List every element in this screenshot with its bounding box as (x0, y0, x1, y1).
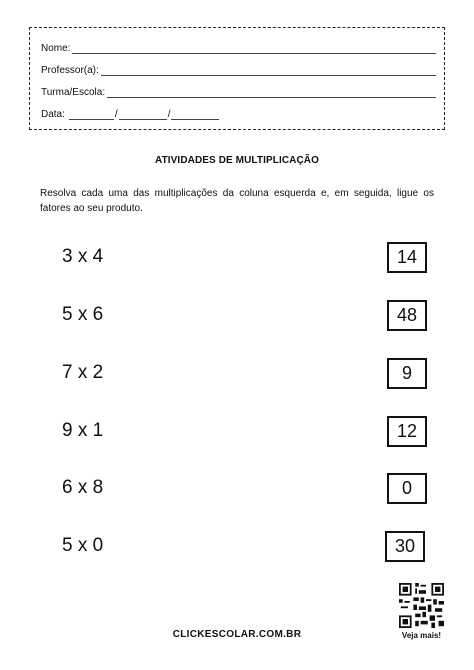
turma-label: Turma/Escola: (41, 87, 106, 98)
nome-field[interactable] (41, 43, 436, 54)
exercise-expression-4: 9 x 1 (62, 420, 104, 441)
product-box-1[interactable]: 14 (387, 242, 427, 273)
product-box-2[interactable]: 48 (387, 300, 427, 331)
student-info-box (29, 27, 445, 130)
turma-field[interactable] (41, 87, 436, 98)
date-separator-2: / (167, 109, 171, 120)
date-month-line (119, 110, 167, 120)
data-field[interactable] (41, 109, 261, 120)
nome-label: Nome: (41, 43, 71, 54)
exercise-expression-2: 5 x 6 (62, 304, 104, 325)
product-box-3[interactable]: 9 (387, 358, 427, 389)
exercise-expression-5: 6 x 8 (62, 477, 104, 498)
instructions-text: Resolva cada uma das multiplicações da coluna esquerda e, em seguida, ligue os fatores ao seu produto. (40, 188, 434, 214)
exercise-expression-1: 3 x 4 (62, 246, 104, 267)
date-year-line (171, 110, 219, 120)
date-separator-1: / (114, 109, 118, 120)
qr-caption: Veja mais! (401, 631, 442, 640)
product-box-4[interactable]: 12 (387, 416, 427, 447)
turma-line (107, 88, 436, 98)
data-label: Data: (41, 109, 65, 120)
product-box-6[interactable]: 30 (385, 531, 425, 562)
professor-field[interactable] (41, 65, 436, 76)
exercise-expression-3: 7 x 2 (62, 362, 104, 383)
nome-line (72, 44, 436, 54)
page-title: ATIVIDADES DE MULTIPLICAÇÃO (155, 155, 319, 166)
date-day-line (69, 110, 114, 120)
professor-label: Professor(a): (41, 65, 99, 76)
professor-line (101, 66, 436, 76)
product-box-5[interactable]: 0 (387, 473, 427, 504)
exercise-expression-6: 5 x 0 (62, 535, 104, 556)
footer-site[interactable]: CLICKESCOLAR.COM.BR (172, 629, 302, 640)
qr-code-icon[interactable] (399, 583, 444, 628)
